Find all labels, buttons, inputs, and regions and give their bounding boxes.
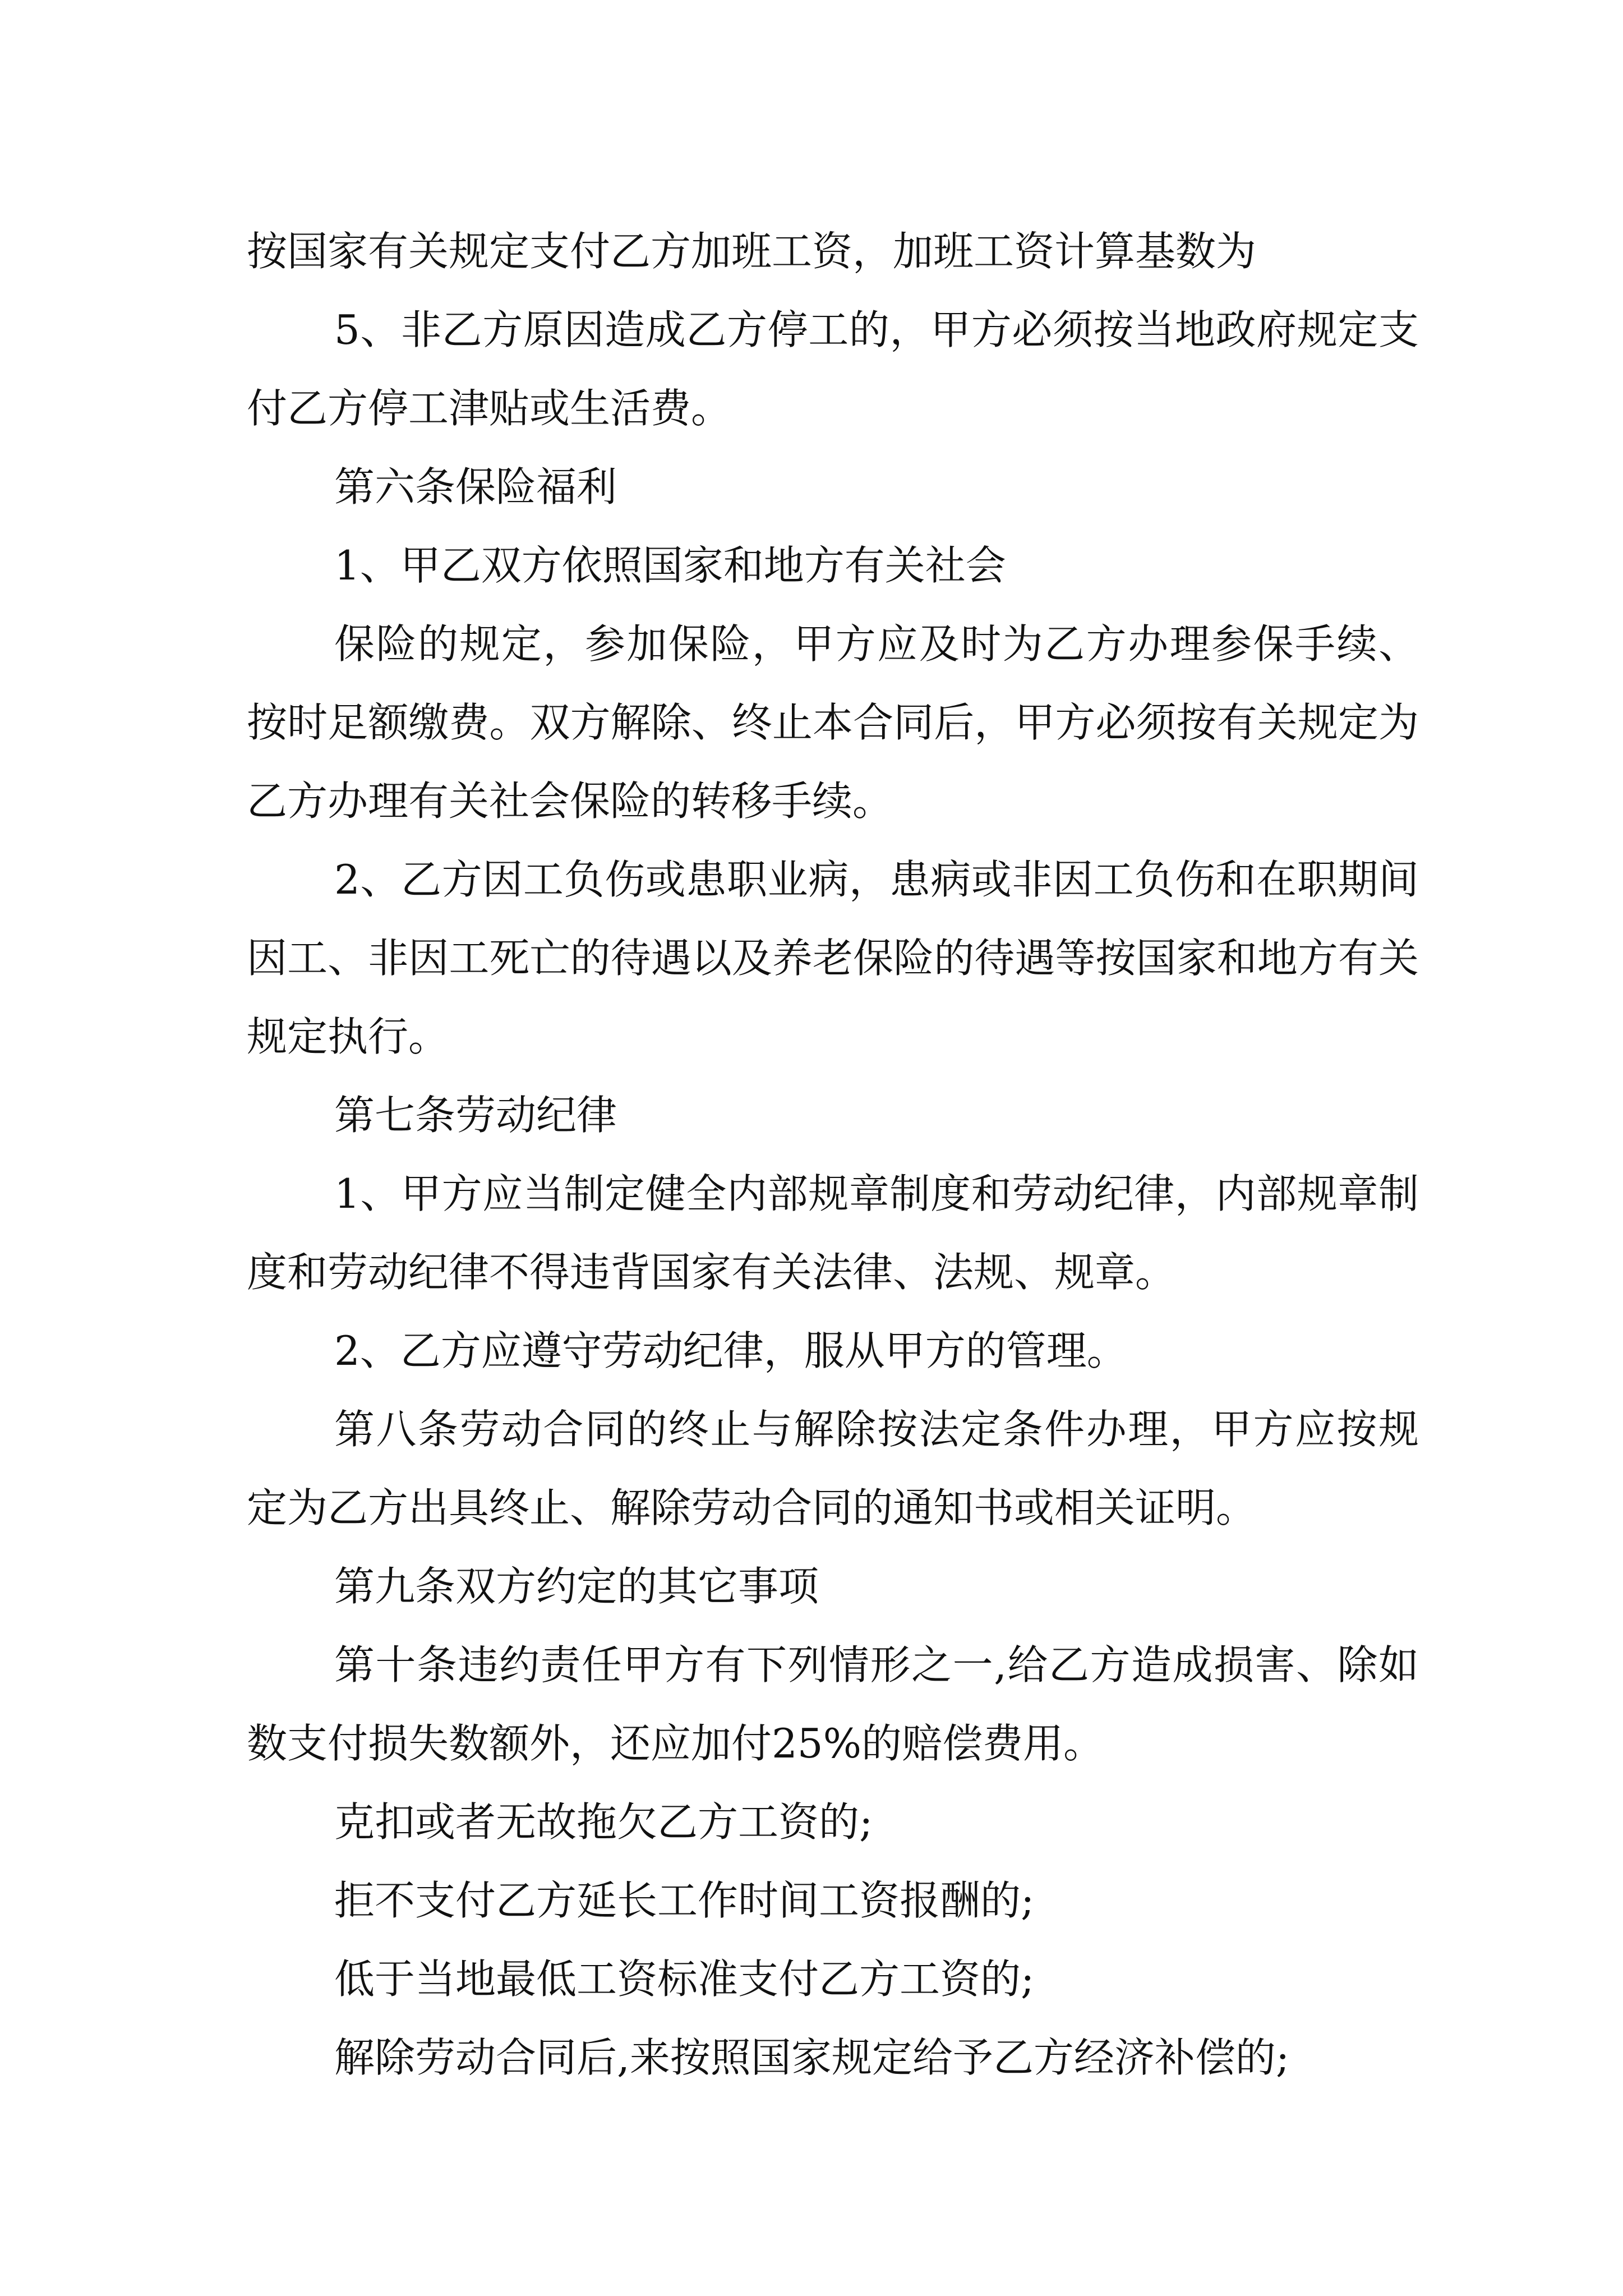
section-heading: 第九条双方约定的其它事项: [334, 1563, 819, 1610]
list-item: 解除劳动合同后,来按照国家规定给予乙方经济补偿的;: [334, 2034, 1290, 2081]
paragraph: 5、非乙方原因造成乙方停工的，甲方必须按当地政府规定支付乙方停工津贴或生活费。: [247, 306, 1419, 432]
paragraph: 按国家有关规定支付乙方加班工资，加班工资计算基数为: [247, 228, 1257, 275]
section-heading: 第七条劳动纪律: [334, 1092, 617, 1139]
paragraph: 2、乙方应遵守劳动纪律，服从甲方的管理。: [334, 1327, 1127, 1374]
section-heading: 第十条违约责任甲方有下列情形之一,给乙方造成损害、除如数支付损失数额外，还应加付25%的赔偿费用。: [247, 1641, 1419, 1767]
paragraph: 保险的规定，参加保险，甲方应及时为乙方办理参保手续、按时足额缴费。双方解除、终止本合同后，甲方必须按有关规定为乙方办理有关社会保险的转移手续。: [247, 620, 1419, 825]
paragraph: 2、乙方因工负伤或患职业病，患病或非因工负伤和在职期间因工、非因工死亡的待遇以及养老保险的待遇等按国家和地方有关规定执行。: [247, 856, 1419, 1060]
paragraph: 1、甲方应当制定健全内部规章制度和劳动纪律，内部规章制度和劳动纪律不得违背国家有关法律、法规、规章。: [247, 1170, 1419, 1296]
section-heading: 第六条保险福利: [334, 463, 617, 510]
document-body: [247, 212, 1419, 2097]
paragraph: 1、甲乙双方依照国家和地方有关社会: [334, 542, 1006, 589]
list-item: 克扣或者无故拖欠乙方工资的;: [334, 1798, 873, 1846]
list-item: 拒不支付乙方延长工作时间工资报酬的;: [334, 1877, 1035, 1924]
list-item: 低于当地最低工资标准支付乙方工资的;: [334, 1955, 1035, 2003]
section-heading: 第八条劳动合同的终止与解除按法定条件办理，甲方应按规定为乙方出具终止、解除劳动合同的通知书或相关证明。: [247, 1406, 1419, 1531]
